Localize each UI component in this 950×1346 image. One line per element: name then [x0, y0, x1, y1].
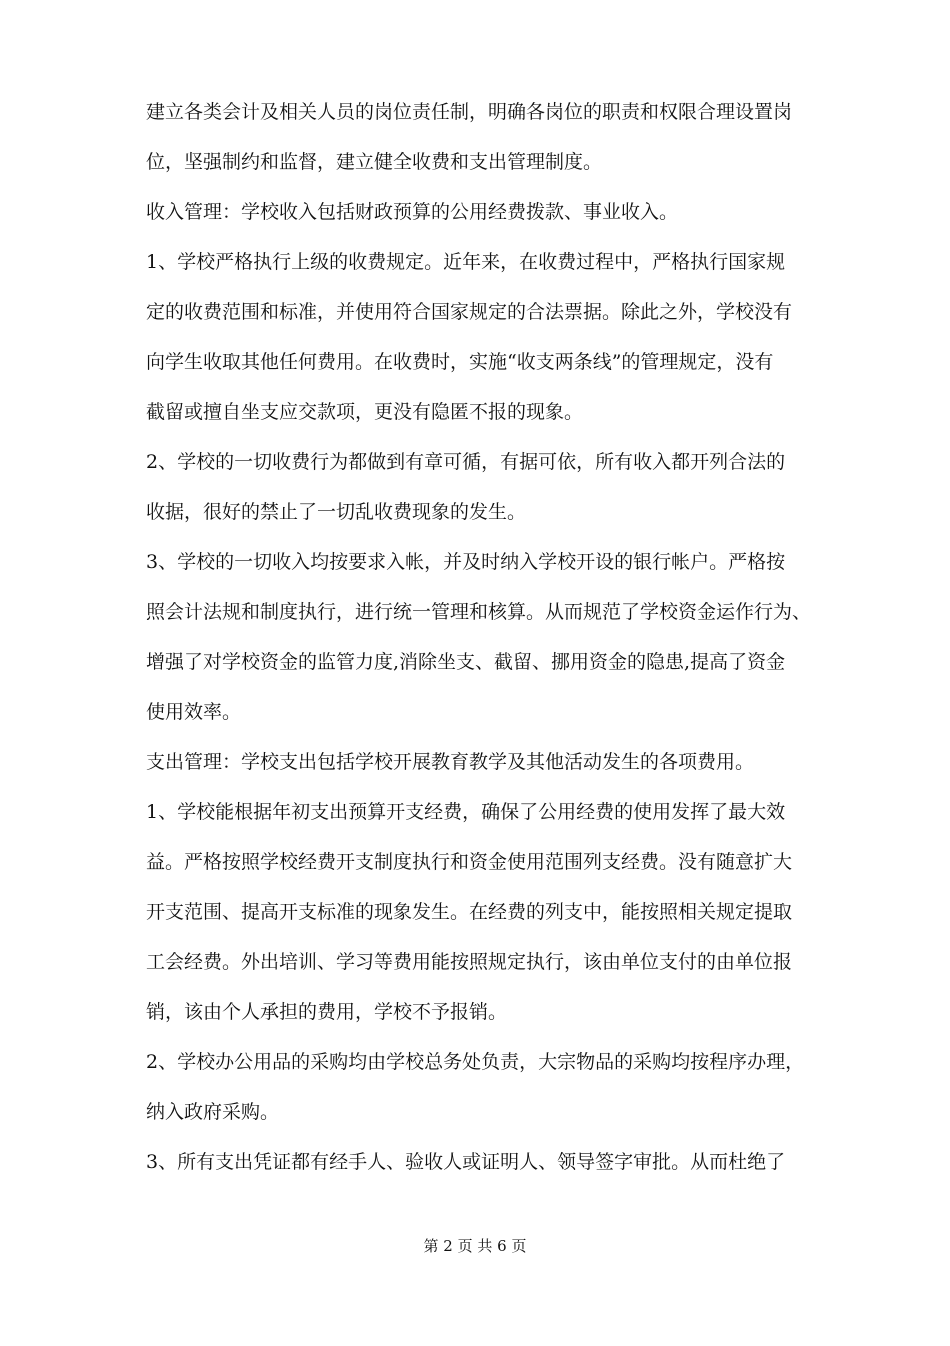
body-line: 截留或擅自坐支应交款项，更没有隐匿不报的现象。 — [146, 401, 584, 423]
body-line: 照会计法规和制度执行，进行统一管理和核算。从而规范了学校资金运作行为、 — [146, 601, 812, 623]
body-line: 增强了对学校资金的监管力度,消除坐支、截留、挪用资金的隐患,提高了资金 — [146, 651, 786, 673]
body-line: 2、学校的一切收费行为都做到有章可循，有据可依，所有收入都开列合法的 — [146, 451, 786, 473]
body-line: 1、学校严格执行上级的收费规定。近年来，在收费过程中，严格执行国家规 — [146, 251, 786, 273]
body-line: 工会经费。外出培训、学习等费用能按照规定执行，该由单位支付的由单位报 — [146, 951, 793, 973]
page-number-footer: 第 2 页 共 6 页 — [423, 1237, 527, 1255]
body-line: 收据，很好的禁止了一切乱收费现象的发生。 — [146, 501, 527, 523]
body-line: 纳入政府采购。 — [146, 1101, 280, 1123]
body-line: 使用效率。 — [146, 701, 242, 723]
section-heading-income: 收入管理：学校收入包括财政预算的公用经费拨款、事业收入。 — [146, 201, 679, 223]
body-line: 3、所有支出凭证都有经手人、验收人或证明人、领导签字审批。从而杜绝了 — [146, 1151, 786, 1173]
body-line: 建立各类会计及相关人员的岗位责任制，明确各岗位的职责和权限合理设置岗 — [146, 101, 793, 123]
section-heading-expenditure: 支出管理：学校支出包括学校开展教育教学及其他活动发生的各项费用。 — [146, 751, 755, 773]
body-line: 3、学校的一切收入均按要求入帐，并及时纳入学校开设的银行帐户。严格按 — [146, 551, 786, 573]
body-line: 位，坚强制约和监督，建立健全收费和支出管理制度。 — [146, 151, 603, 173]
body-line: 销，该由个人承担的费用，学校不予报销。 — [146, 1001, 508, 1023]
body-line: 定的收费范围和标准，并使用符合国家规定的合法票据。除此之外，学校没有 — [146, 301, 793, 323]
body-line: 2、学校办公用品的采购均由学校总务处负责，大宗物品的采购均按程序办理， — [146, 1051, 805, 1073]
body-line: 向学生收取其他任何费用。在收费时，实施“收支两条线”的管理规定，没有 — [146, 351, 774, 373]
body-line: 益。严格按照学校经费开支制度执行和资金使用范围列支经费。没有随意扩大 — [146, 851, 793, 873]
body-line: 1、学校能根据年初支出预算开支经费，确保了公用经费的使用发挥了最大效 — [146, 801, 786, 823]
body-line: 开支范围、提高开支标准的现象发生。在经费的列支中，能按照相关规定提取 — [146, 901, 793, 923]
